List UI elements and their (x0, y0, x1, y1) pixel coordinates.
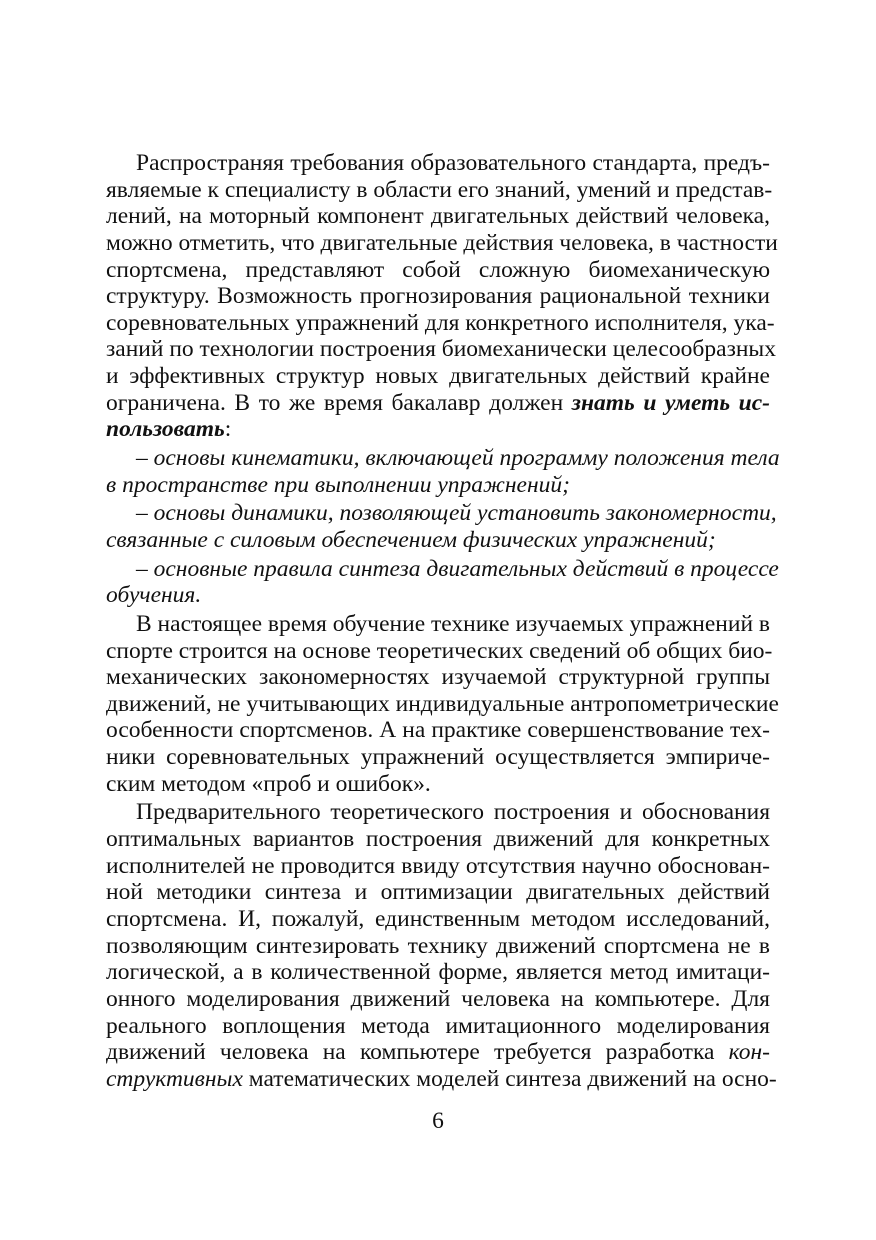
text-line: заний по технологии построения биомеханически целесообразных (106, 336, 776, 363)
text-line: спортсмена. И, пожалуй, единственным методом исследований, (106, 905, 770, 932)
text-run: математических моделей синтеза движений на осно- (242, 1065, 777, 1092)
text-line: исполнителей не проводится ввиду отсутствия научно обоснован- (106, 852, 770, 879)
text-line: и эффективных структур новых двигательных действий крайне (106, 363, 770, 390)
text-run: : (224, 416, 232, 443)
emphasis-text: знать и уметь ис- (571, 389, 770, 416)
body-text (106, 150, 780, 1092)
list-item-line: в пространстве при выполнении упражнений; (106, 471, 570, 498)
text-line: спортсмена, представляют собой сложную биомеханическую (106, 256, 770, 283)
list-item (106, 500, 777, 553)
text-line: Предварительного теоретического построения и обоснования (136, 799, 770, 826)
text-line (106, 390, 770, 417)
emphasis-text: пользовать (106, 416, 225, 443)
text-line: структуру. Возможность прогнозирования рациональной техники (106, 283, 770, 310)
italic-text: структивных (106, 1065, 243, 1092)
list-item-line: – основы динамики, позволяющей установить закономерности, (136, 500, 777, 527)
text-run: движений человека на компьютере требуется разработка (106, 1039, 729, 1066)
text-line: соревновательных упражнений для конкретного исполнителя, ука- (106, 309, 775, 336)
text-line: позволяющим синтезировать технику движений спортсмена не в (106, 932, 770, 959)
text-line: движений, не учитывающих индивидуальные антропометрические (106, 690, 779, 717)
text-line: механических закономерностях изучаемой структурной группы (106, 664, 770, 691)
text-run: ограничена. В то же время бакалавр должен (106, 389, 572, 416)
text-line: особенности спортсменов. А на практике совершенствование тех- (106, 717, 770, 744)
paragraph-2 (106, 610, 779, 797)
text-line: ной методики синтеза и оптимизации двигательных действий (106, 879, 770, 906)
text-line: являемые к специалисту в области его знаний, умений и представ- (106, 176, 773, 203)
text-line: оптимальных вариантов построения движений для конкретных (106, 826, 770, 853)
text-line: онного моделирования движений человека на компьютере. Для (106, 985, 770, 1012)
text-line: лений, на моторный компонент двигательных действий человека, (106, 203, 770, 230)
list-item-line: обучения. (106, 582, 202, 609)
list-item-line: связанные с силовым обеспечением физических упражнений; (106, 526, 716, 553)
text-line: В настоящее время обучение технике изучаемых упражнений в (136, 610, 770, 637)
text-line: Распространяя требования образовательного стандарта, предъ- (136, 150, 770, 176)
text-line (106, 1065, 777, 1093)
text-line: спорте строится на основе теоретических сведений об общих био- (106, 637, 773, 664)
text-line: логической, а в количественной форме, является метод имитаци- (106, 959, 770, 986)
text-line (106, 1039, 770, 1066)
text-line: можно отметить, что двигательные действия человека, в частности (106, 229, 778, 256)
paragraph-1 (106, 150, 778, 443)
list-item (106, 445, 780, 498)
italic-text: кон- (728, 1039, 770, 1066)
text-line: ники соревновательных упражнений осуществляется эмпириче- (106, 744, 770, 771)
text-line (106, 416, 770, 443)
list-item-line: – основы кинематики, включающей программу положения тела (136, 445, 780, 472)
paragraph-3 (106, 799, 777, 1092)
list-item-line: – основные правила синтеза двигательных действий в процессе (136, 555, 779, 582)
text-line: реального воплощения метода имитационного моделирования (106, 1012, 770, 1039)
list-item (106, 555, 779, 609)
text-line: ским методом «проб и ошибок». (106, 770, 431, 797)
bullet-list (106, 445, 780, 609)
page-number: 6 (432, 1108, 444, 1134)
